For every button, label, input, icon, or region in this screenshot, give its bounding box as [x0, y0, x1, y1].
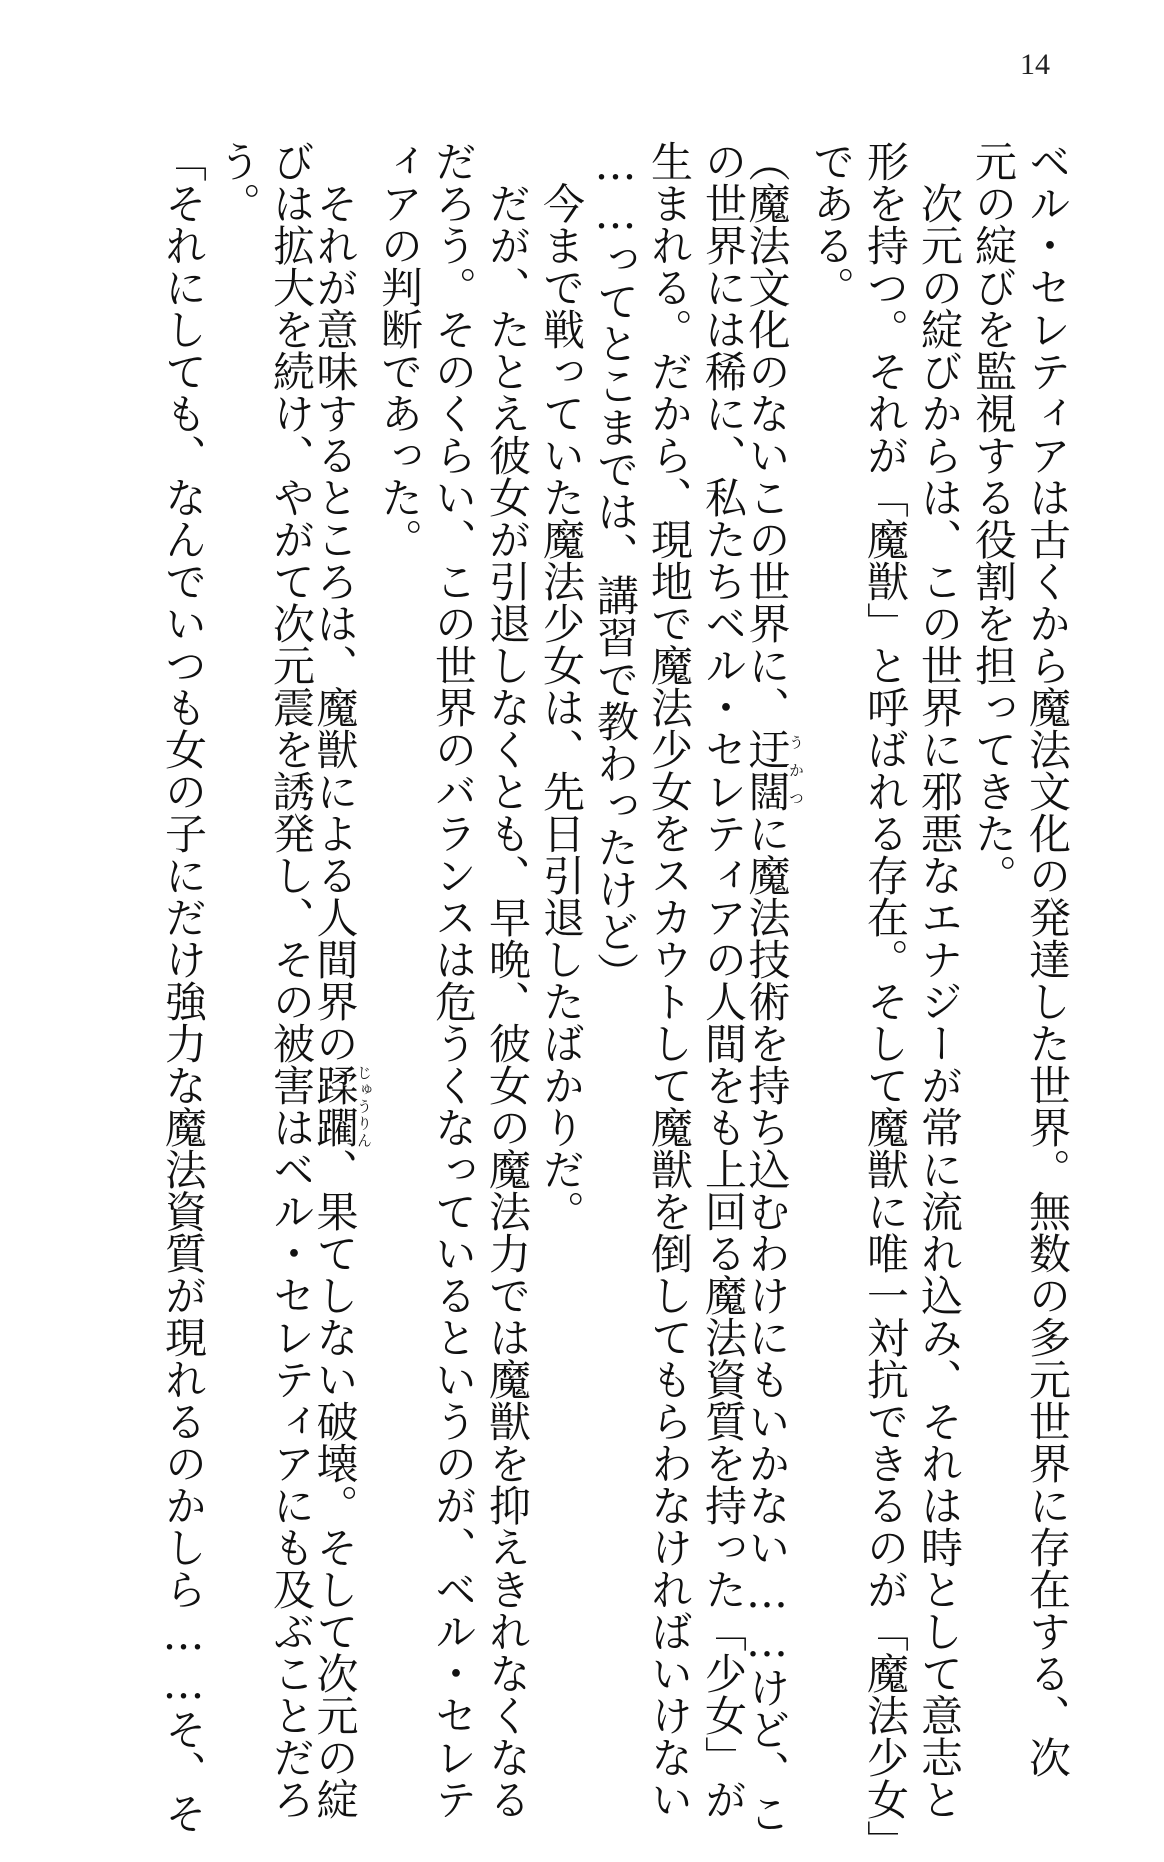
text-line-with-ruby: （魔法文化のないこの世界に、迂闊うかつに魔法技術を持ち込むわけにもいかない……けど、こ — [742, 140, 805, 1834]
text-line: 「それにしても、なんでいつも女の子にだけ強力な魔法資質が現れるのかしら……そ、そ — [159, 140, 208, 1834]
text-line: 次元の綻びからは、この世界に邪悪なエナジーが常に流れ込み、それは時として意志と — [915, 140, 964, 1820]
text-line: 生まれる。だから、現地で魔法少女をスカウトして魔獣を倒してもらわなければいけない — [645, 140, 694, 1820]
text-line: びは拡大を続け、やがて次元震を誘発し、その被害はベル・セレティアにも及ぶことだろ — [267, 140, 316, 1820]
ruby-juurin: 蹂躙じゅうりん — [310, 1064, 373, 1148]
text-line-with-ruby: それが意味するところは、魔獣による人間界の蹂躙じゅうりん、果てしない破壊。そして次元の綻 — [310, 140, 373, 1820]
text-line: ベル・セレティアは古くから魔法文化の発達した世界。無数の多元世界に存在する、次 — [1023, 140, 1072, 1778]
text-line: 今まで戦っていた魔法少女は、先日引退したばかりだ。 — [537, 140, 586, 1232]
text-line: う。 — [213, 140, 262, 224]
text-line: だが、たとえ彼女が引退しなくとも、早晩、彼女の魔法力では魔獣を抑えきれなくなる — [483, 140, 532, 1820]
text-line: の世界には稀に、私たちベル・セレティアの人間をも上回る魔法資質を持った「少女」が — [699, 140, 748, 1820]
text-line: である。 — [807, 140, 856, 308]
page-number: 14 — [1020, 48, 1050, 81]
ruby-ukatsu: 迂闊うかつ — [742, 728, 805, 812]
vertical-text-body — [74, 140, 1074, 1862]
text-line: 元の綻びを監視する役割を担ってきた。 — [969, 140, 1018, 896]
text-line: ィアの判断であった。 — [375, 140, 424, 560]
text-line: ……ってとこまでは、講習で教わったけど） — [591, 140, 640, 994]
text-line: 形を持つ。それが「魔獣」と呼ばれる存在。そして魔獣に唯一対抗できるのが「魔法少女」 — [861, 140, 910, 1862]
text-line: だろう。そのくらい、この世界のバランスは危うくなっているというのが、ベル・セレテ — [429, 140, 478, 1820]
